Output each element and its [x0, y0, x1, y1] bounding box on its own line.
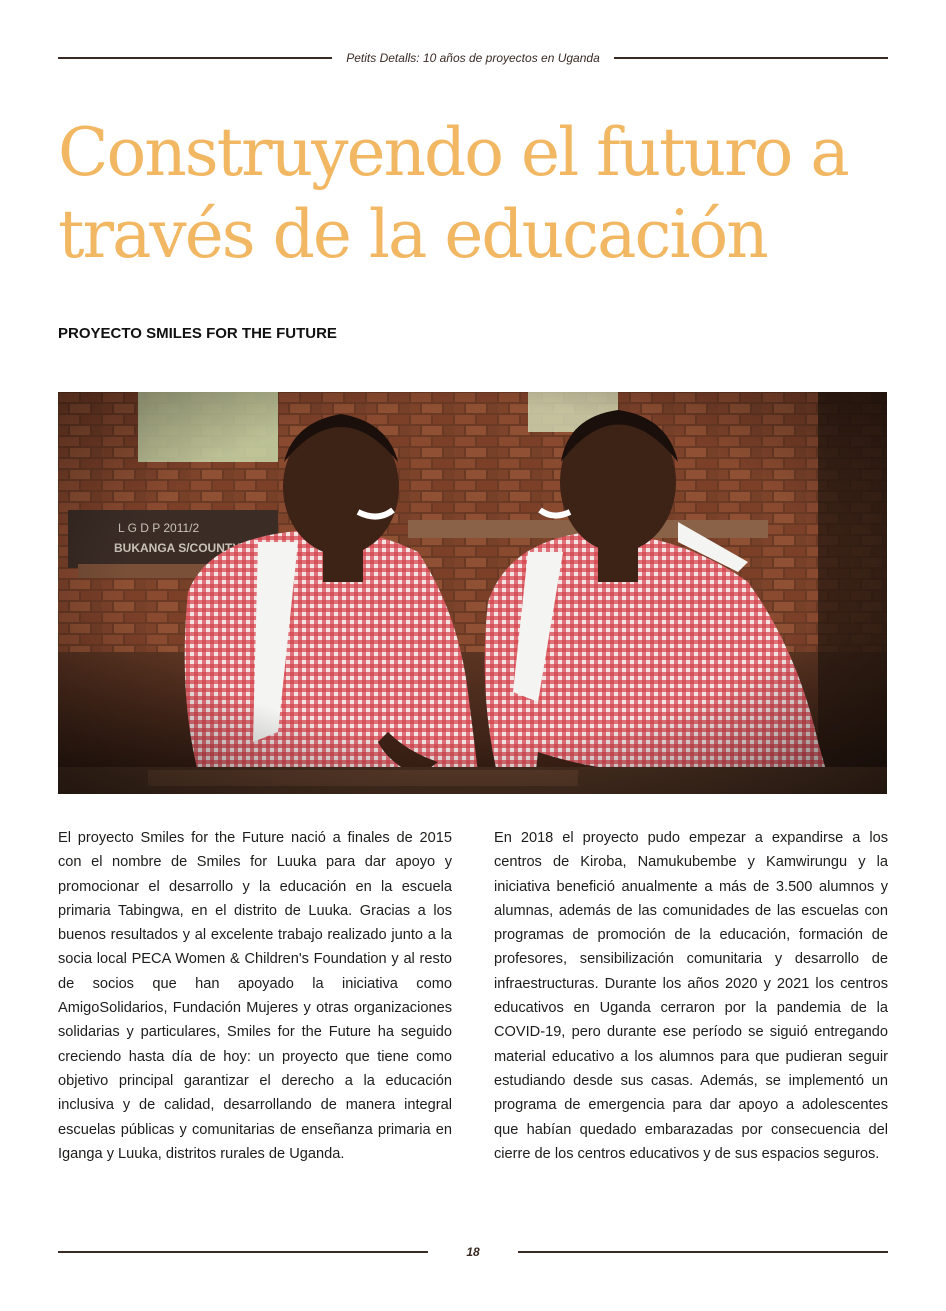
header-rule-right — [614, 57, 888, 59]
article-title — [58, 112, 908, 276]
page-header — [58, 48, 888, 68]
body-paragraph-left: El proyecto Smiles for the Future nació a finales de 2015 con el nombre de Smiles for Luuka para dar apoyo y promocionar el desarrollo y la educación en la escuela primaria Tabingwa, en el distrito de Luuka. Gracias a los buenos resultados y al excelente trabajo realizado junto a la socia local PECA Women & Children's Foundation y al resto de socios que han apoyado la iniciativa como AmigoSolidarios, Fundación Mujeres y otras organizaciones solidarias y particulares, Smiles for the Future ha seguido creciendo hasta día de hoy: un proyecto que tiene como objetivo principal garantizar el derecho a la educación inclusiva y de calidad, desarrollando de manera integral escuelas públicas y comunitarias de enseñanza primaria en Iganga y Luuka, distritos rurales de Uganda. — [58, 830, 452, 1162]
footer-rule-left — [58, 1251, 428, 1253]
article-title-line-2: través de la educación — [58, 196, 767, 273]
photo-vignette — [58, 392, 887, 794]
page-footer — [58, 1242, 888, 1262]
photo-two-smiling-schoolgirls — [58, 392, 887, 794]
running-title: Petits Detalls: 10 años de proyectos en Uganda — [346, 51, 600, 65]
article-photo — [58, 392, 887, 794]
article-title-line-1: Construyendo el futuro a — [58, 114, 848, 191]
article-subtitle: PROYECTO SMILES FOR THE FUTURE — [58, 325, 337, 342]
body-paragraph-right: En 2018 el proyecto pudo empezar a expandirse a los centros de Kiroba, Namukubembe y Kamwirungu y la iniciativa benefició anualmente a más de 3.500 alumnos y alumnas, además de las comunidades de las escuelas con programas de promoción de la educación, formación de profesores, sensibilización comunitaria y desarrollo de infraestructuras. Durante los años 2020 y 2021 los centros educativos en Uganda cerraron por la pandemia de la COVID-19, pero durante ese período se siguió entregando material educativo a los alumnos para que pudieran seguir estudiando desde sus casas. Además, se implementó un programa de emergencia para dar apoyo a adolescentes que habían quedado embarazadas por consecuencia del cierre de los centros educativos y de sus espacios seguros. — [494, 830, 888, 1162]
page-number: 18 — [466, 1245, 480, 1259]
header-rule-left — [58, 57, 332, 59]
footer-rule-right — [518, 1251, 888, 1253]
